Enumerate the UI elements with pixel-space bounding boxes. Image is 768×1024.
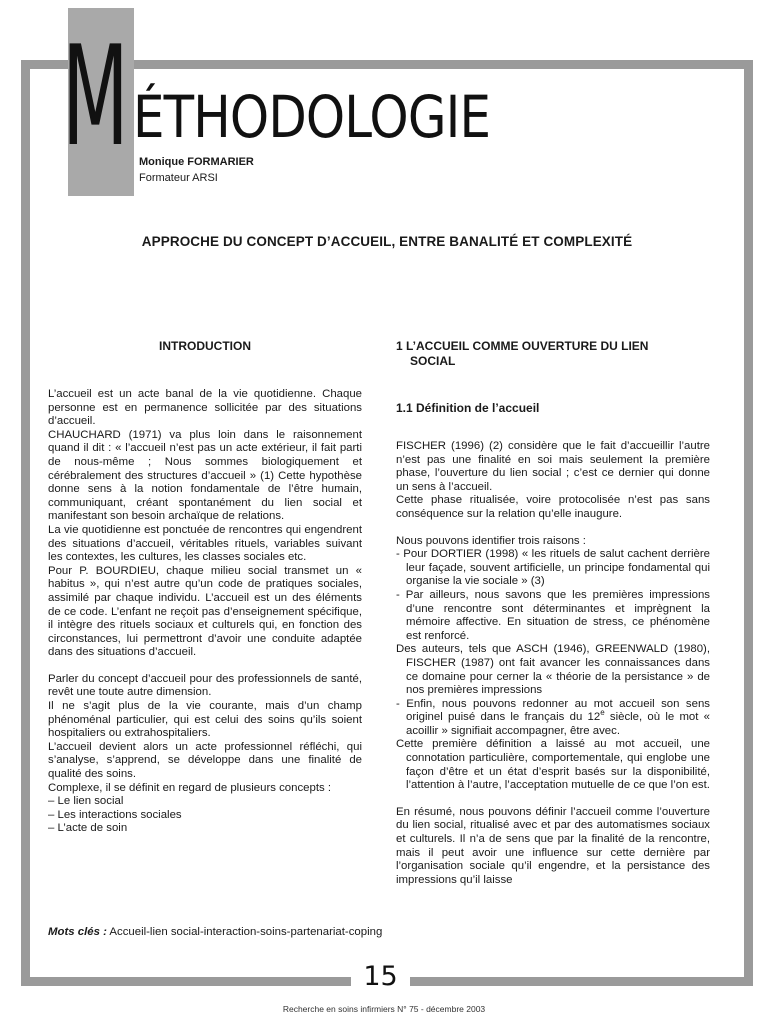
keywords-text: Accueil-lien social-interaction-soins-partenariat-coping xyxy=(106,926,383,938)
title-initial: M xyxy=(62,16,128,177)
keywords-label: Mots clés : xyxy=(48,926,107,938)
title-rest: ÉTHODOLOGIE xyxy=(133,83,491,151)
left-paragraph: CHAUCHARD (1971) va plus loin dans le raisonnement quand il dit : « l’accueil n’est pas un acte extérieur, il fait parti de nous-même ; Nous sommes biologiquement et cérébralement des structures d’accueil » (1) Cette hypothèse donne sens à la notion fondamentale de l’être humain, communiquant, créant spontanément du lien social et manifestant son besoin archaïque de relations. xyxy=(48,428,362,523)
list-item: – Le lien social xyxy=(48,795,124,808)
concepts-list xyxy=(48,795,362,836)
left-paragraph: La vie quotidienne est ponctuée de rencontres qui engendrent des situations d’accueil, véritables rituels, variables suivant les contextes, les cultures, les classes sociales etc. xyxy=(48,523,362,564)
section-1-heading-line2: SOCIAL xyxy=(410,354,456,368)
reasons-list xyxy=(396,548,710,793)
author-affiliation: Formateur ARSI xyxy=(139,172,218,184)
right-paragraph: Cette phase ritualisée, voire protocolisée n’est pas sans conséquence sur la relation qu’elle inaugure. xyxy=(396,494,710,520)
left-paragraph: Pour P. BOURDIEU, chaque milieu social transmet un « habitus », qui n’est autre qu’un code de pratiques sociales, assimilé par chaque individu. L’accueil est un des éléments de ce code. L’enfant ne reçoit pas d’enseignement spécifique, il intègre des rituels sociaux et culturels qui, en fonction des circonstances, lui permettront d’avoir une conduite adaptée dans des situations d’accueil. xyxy=(48,564,362,659)
frame-bottom-right xyxy=(410,977,753,986)
section-1-1-heading: 1.1 Définition de l’accueil xyxy=(396,401,540,415)
right-paragraph: Nous pouvons identifier trois raisons : xyxy=(396,534,586,547)
list-item: Cette première définition a laissé au mot accueil, une connotation particulière, comportementale, qui englobe une façon d’être et un état d’esprit basés sur la disponibilité, l’attention à l’autre, l’acceptation mutuelle de ce que l’on est. xyxy=(396,738,710,792)
summary-paragraph: En résumé, nous pouvons définir l’accueil comme l’ouverture du lien social, ritualisé avec et par des automatismes sociaux et culturels. Il n’a de sens que par la finalité de la rencontre, mais il peut avoir une influence sur cette dernière par l’organisation sociale qu’il engendre, et la persistance des impressions qu’il laisse xyxy=(396,805,710,886)
list-item: - Pour DORTIER (1998) « les rituels de salut cachent derrière leur façade, souvent artificielle, un principe fondamental qui organise la vie sociale » (3) xyxy=(396,548,710,588)
right-paragraph: FISCHER (1996) (2) considère que le fait d’accueillir l’autre n’est pas une finalité en soi mais seulement la première phase, l’ouverture du lien social ; c’est ce dernier qui donne un sens à l’accueil. xyxy=(396,440,710,493)
century-superscript: e xyxy=(600,708,605,718)
left-paragraph: Il ne s’agit plus de la vie courante, mais d’un champ phénoménal particulier, qui est celui des soins qu’ils soient hospitaliers ou extrahospitaliers. xyxy=(48,700,362,740)
journal-footer: Recherche en soins infirmiers N° 75 - décembre 2003 xyxy=(282,1004,486,1014)
reason-3-text: - Enfin, nous pouvons redonner au mot accueil son sens originel puisé dans le français du 12 xyxy=(396,697,710,724)
list-item: – Les interactions sociales xyxy=(48,808,182,821)
left-paragraph: Parler du concept d’accueil pour des professionnels de santé, revêt une toute autre dimension. xyxy=(48,672,362,699)
section-1-heading xyxy=(396,339,716,369)
frame-right xyxy=(744,60,753,986)
left-paragraph: Complexe, il se définit en regard de plusieurs concepts : xyxy=(48,781,332,794)
section-1-heading-line1: 1 L’ACCUEIL COMME OUVERTURE DU LIEN xyxy=(396,339,649,353)
page-number: 15 xyxy=(363,961,398,992)
frame-left xyxy=(21,60,30,986)
introduction-heading: INTRODUCTION xyxy=(159,339,251,353)
right-column xyxy=(396,440,710,887)
article-title: APPROCHE DU CONCEPT D’ACCUEIL, ENTRE BANALITÉ ET COMPLEXITÉ xyxy=(141,234,633,249)
list-item: - Par ailleurs, nous savons que les premières impressions d’une rencontre sont déterminantes et imprègnent la mémoire affective. En situation de stress, ce phénomène est renforcé. xyxy=(396,588,710,642)
left-paragraph: L’accueil est un acte banal de la vie quotidienne. Chaque personne est en permanence sollicitée par des situations d’accueil. xyxy=(48,388,362,428)
list-item: Des auteurs, tels que ASCH (1946), GREENWALD (1980), FISCHER (1987) ont fait avancer les connaissances dans ce domaine pour cerner la « théorie de la persistance » de nos premières impressions xyxy=(396,643,710,697)
frame-bottom-left xyxy=(21,977,351,986)
list-item: – L’acte de soin xyxy=(48,822,128,835)
left-column xyxy=(48,388,362,849)
author-name: Monique FORMARIER xyxy=(139,156,254,168)
left-paragraph: L’accueil devient alors un acte professionnel réfléchi, qui s’analyse, s’apprend, se développe dans une finalité de qualité des soins. xyxy=(48,740,362,781)
keywords xyxy=(48,926,382,938)
reason-3-text-end: siècle, où le mot « acoillir » signifiait accompagner, être avec. xyxy=(406,711,711,737)
list-item xyxy=(396,698,710,739)
